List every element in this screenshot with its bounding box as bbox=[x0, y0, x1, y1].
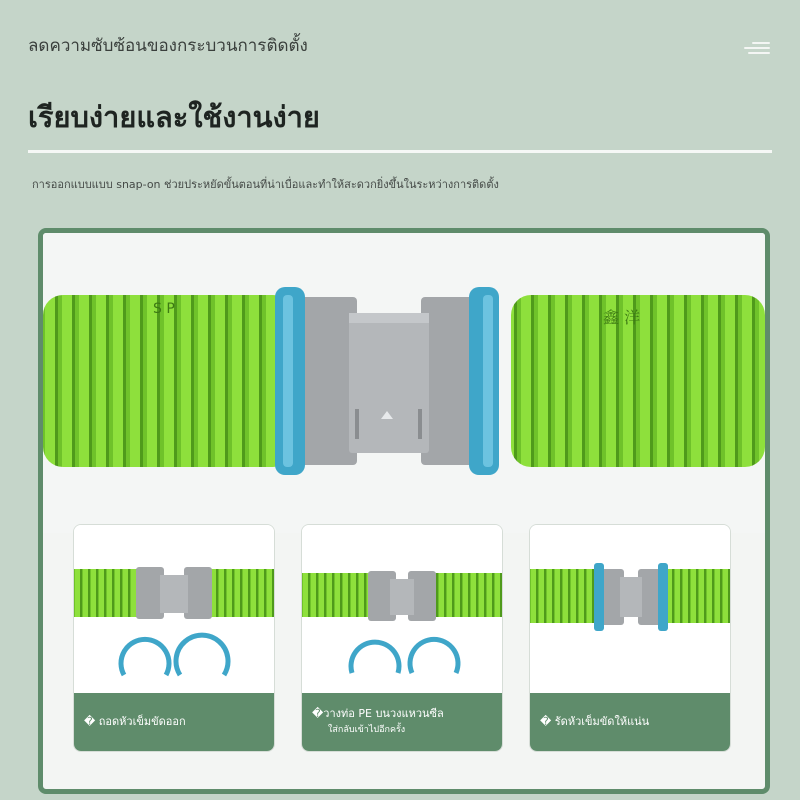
step-2-photo bbox=[302, 525, 502, 693]
step-caption bbox=[530, 693, 730, 751]
step-2-label: �วางท่อ PE บนวงแหวนซีล bbox=[312, 707, 444, 720]
step-3-photo bbox=[530, 525, 730, 693]
hose-print-left: S P bbox=[153, 301, 175, 317]
step-1-photo bbox=[74, 525, 274, 693]
headline: เรียบง่ายและใช้งานง่าย bbox=[28, 100, 320, 134]
step-card-1 bbox=[73, 524, 275, 752]
steps bbox=[43, 233, 765, 789]
step-card-3 bbox=[529, 524, 731, 752]
step-card-2 bbox=[301, 524, 503, 752]
step-caption bbox=[74, 693, 274, 751]
section-subtitle: ลดความซับซ้อนของกระบวนการติดตั้ง bbox=[28, 36, 308, 56]
step-2-sublabel: ใส่กลับเข้าไปอีกครั้ง bbox=[328, 725, 406, 735]
menu-icon[interactable] bbox=[744, 42, 770, 58]
hose-print-right: 鑫 洋 bbox=[603, 308, 641, 327]
product-panel bbox=[38, 228, 770, 794]
step-caption bbox=[302, 693, 502, 751]
description-text: การออกแบบแบบ snap-on ช่วยประหยัดขั้นตอนที่น่าเบื่อและทำให้สะดวกยิ่งขึ้นในระหว่างการติดตั้ง bbox=[32, 178, 499, 191]
divider bbox=[28, 150, 772, 153]
step-1-label: � ถอดหัวเข็มขัดออก bbox=[84, 715, 186, 728]
step-3-label: � รัดหัวเข็มขัดให้แน่น bbox=[540, 715, 650, 728]
